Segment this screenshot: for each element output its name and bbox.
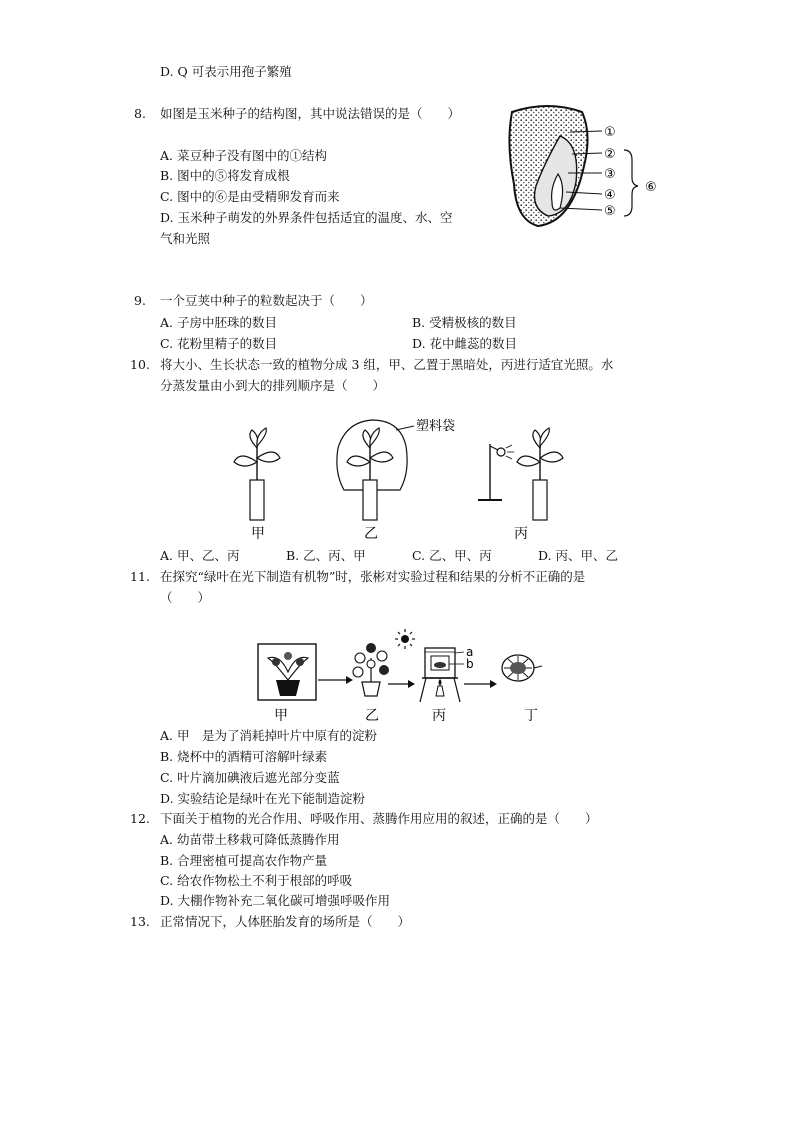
option-d: D. 花中雌蕊的数目: [412, 336, 518, 351]
question-stem-continued: （ ）: [160, 590, 211, 605]
question-number: 10.: [130, 357, 150, 372]
option-d: D. 丙、甲、乙: [538, 548, 619, 563]
lamp: [478, 444, 514, 500]
option-b: B. 合理密植可提高农作物产量: [160, 853, 328, 868]
option-d-continued: 气和光照: [160, 231, 211, 246]
option-c: C. 花粉里精子的数目: [160, 336, 278, 351]
label-yi: 乙: [365, 708, 379, 724]
option-b: B. 受精极核的数目: [412, 315, 517, 330]
transpiration-experiment-figure: [200, 412, 580, 547]
label-5: ⑤: [604, 204, 616, 219]
starch-experiment-figure: [250, 628, 560, 728]
option-a: A. 菜豆种子没有图中的①结构: [160, 148, 327, 163]
option-c: C. 给农作物松土不利于根部的呼吸: [160, 873, 353, 888]
option-a: A. 子房中胚珠的数目: [160, 315, 277, 330]
label-bing: 丙: [514, 526, 528, 542]
potted-plant-light: [353, 643, 389, 696]
brace: [624, 150, 638, 216]
question-number: 12.: [130, 811, 150, 826]
water-bath-apparatus: [420, 648, 464, 702]
beaker-label-a: a: [466, 645, 474, 659]
question-stem-continued: 分蒸发量由小到大的排列顺序是（ ）: [160, 378, 386, 393]
question-stem: 一个豆荚中种子的粒数起决于（ ）: [160, 293, 373, 308]
label-bing: 丙: [432, 708, 446, 724]
option-c: C. 乙、甲、丙: [412, 548, 492, 563]
label-1: ①: [604, 125, 616, 140]
label-6: ⑥: [645, 180, 657, 195]
question-stem: 在探究“绿叶在光下制造有机物”时，张彬对实验过程和结果的分析不正确的是: [160, 569, 586, 584]
option-d: D. 实验结论是绿叶在光下能制造淀粉: [160, 791, 366, 806]
label-jia: 甲: [251, 526, 265, 542]
q7-option-d: D. Q 可表示用孢子繁殖: [160, 64, 292, 79]
label-ding: 丁: [524, 708, 538, 724]
label-2: ②: [604, 147, 616, 162]
question-stem: 将大小、生长状态一致的植物分成 3 组，甲、乙置于黑暗处，丙进行适宜光照。水: [160, 357, 614, 372]
question-stem: 下面关于植物的光合作用、呼吸作用、蒸腾作用应用的叙述，正确的是（ ）: [160, 811, 598, 826]
beaker-label-b: b: [466, 657, 474, 671]
option-a: A. 甲 是为了消耗掉叶片中原有的淀粉: [160, 728, 377, 743]
corn-seed-diagram: [500, 104, 680, 234]
option-c: C. 图中的⑥是由受精卵发育而来: [160, 189, 340, 204]
question-number: 8.: [134, 106, 146, 121]
label-4: ④: [604, 188, 616, 203]
option-c: C. 叶片滴加碘液后遮光部分变蓝: [160, 770, 340, 785]
plant-bing: [517, 428, 563, 520]
option-d: D. 大棚作物补充二氧化碳可增强呼吸作用: [160, 893, 391, 908]
option-a: A. 甲、乙、丙: [160, 548, 240, 563]
sun-icon: [395, 629, 415, 649]
question-number: 11.: [130, 569, 150, 584]
question-number: 13.: [130, 914, 150, 929]
option-d: D. 玉米种子萌发的外界条件包括适宜的温度、水、空: [160, 210, 453, 225]
label-3: ③: [604, 167, 616, 182]
plant-yi: [337, 420, 414, 520]
option-b: B. 乙、丙、甲: [286, 548, 366, 563]
option-b: B. 烧杯中的酒精可溶解叶绿素: [160, 749, 328, 764]
label-jia: 甲: [274, 708, 288, 724]
option-b: B. 图中的⑤将发育成根: [160, 168, 290, 183]
question-stem: 如图是玉米种子的结构图，其中说法错误的是（ ）: [160, 106, 461, 121]
label-yi: 乙: [364, 526, 378, 542]
plant-jia: [234, 428, 280, 520]
stained-leaf: [502, 655, 542, 681]
question-stem: 正常情况下，人体胚胎发育的场所是（ ）: [160, 914, 411, 929]
option-a: A. 幼苗带土移栽可降低蒸腾作用: [160, 832, 340, 847]
question-number: 9.: [134, 293, 146, 308]
bag-label: 塑料袋: [416, 419, 456, 434]
dark-box-plant: [258, 644, 316, 700]
